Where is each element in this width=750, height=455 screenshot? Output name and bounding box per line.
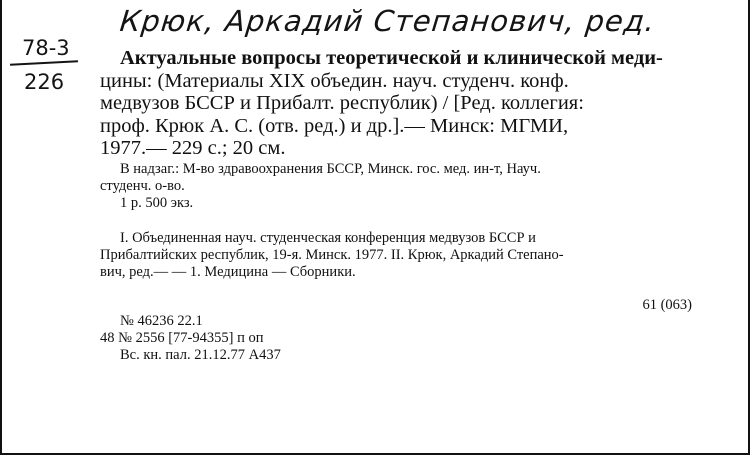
note-line: В надзаг.: М-во здравоохранения БССР, Минск. гос. мед. ин-т, Науч. (120, 161, 541, 177)
call-number-top: 78-3 (22, 36, 70, 60)
tracing-line: вич, ред.— — 1. Медицина — Сборники. (100, 264, 356, 280)
record-line: 48 № 2556 [77-94355] п оп (100, 330, 264, 346)
record-line: № 46236 22.1 (120, 313, 203, 329)
notes (100, 161, 697, 212)
note-line: студенч. о-во. (100, 178, 185, 194)
entry-line: Актуальные вопросы теоретической и клинической меди- (120, 47, 663, 69)
entry-line: цины: (Материалы XIX объедин. науч. студенч. конф. (100, 69, 569, 92)
handwritten-heading: Крюк, Аркадий Степанович, ред. (118, 4, 658, 38)
main-entry (100, 47, 697, 160)
call-number-divider (10, 60, 78, 66)
entry-line: проф. Крюк А. С. (отв. ред.) и др.].— Минск: МГМИ, (100, 114, 569, 137)
record-numbers (100, 313, 500, 364)
tracing-line: Прибалтийских республик, 19-я. Минск. 1977. II. Крюк, Аркадий Степано- (100, 247, 564, 263)
entry-line: 1977.— 229 с.; 20 см. (100, 137, 286, 159)
classification-number: 61 (063) (642, 297, 692, 313)
tracing-line: I. Объединенная науч. студенческая конференция медвузов БССР и (120, 230, 536, 246)
tracings (100, 230, 697, 281)
entry-line: медвузов БССР и Прибалт. республик) / [Ред. коллегия: (100, 92, 584, 114)
record-line: Вс. кн. пал. 21.12.77 А437 (120, 347, 281, 363)
call-number-bottom: 226 (24, 70, 65, 94)
note-line: 1 р. 500 экз. (120, 195, 194, 211)
